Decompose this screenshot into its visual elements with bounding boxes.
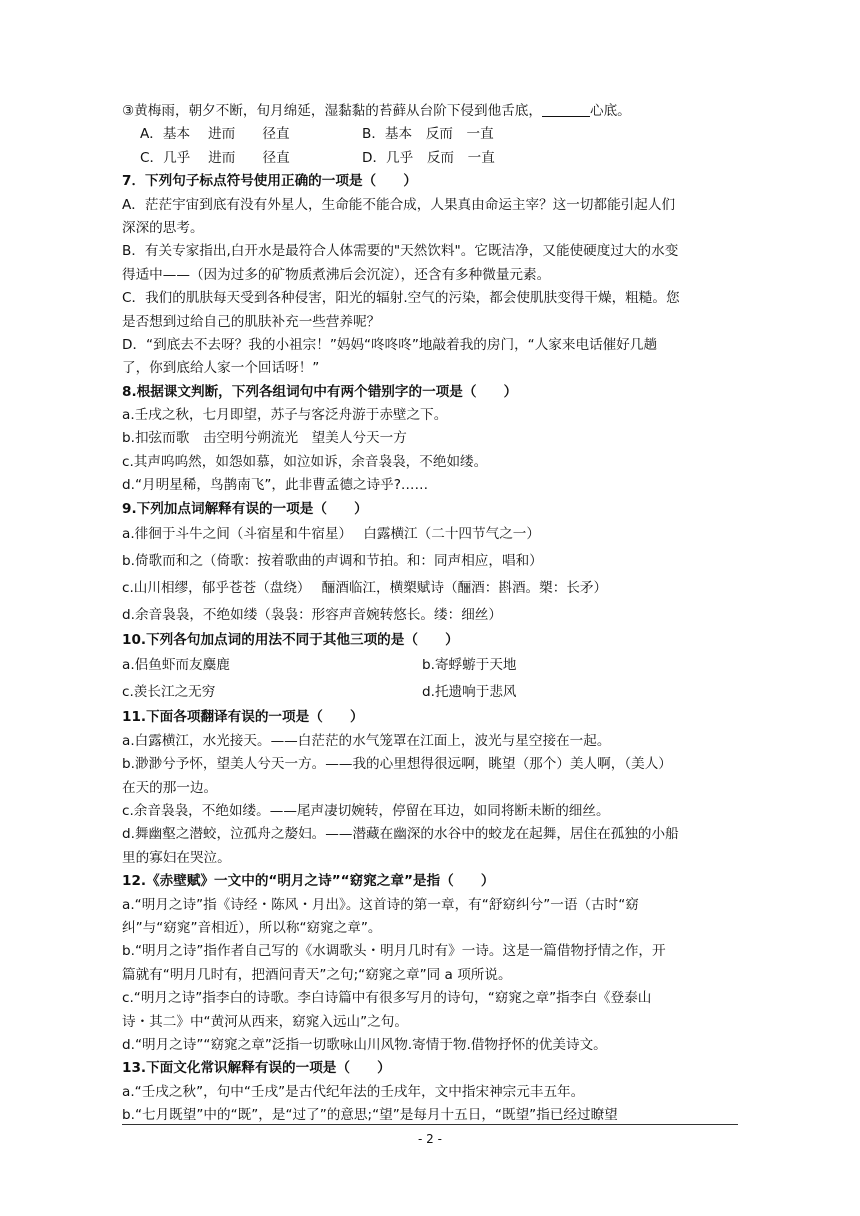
q7-line: D．“到底去不去呀？我的小祖宗！”妈妈“咚咚咚”地敲着我的房门，“人家来电话催好几趟 <box>122 336 658 353</box>
q11-line: d.舞幽壑之潜蛟，泣孤舟之嫠妇。——潜藏在幽深的水谷中的蛟龙在起舞，居住在孤独的小船 <box>122 826 679 843</box>
q7-line: C．我们的肌肤每天受到各种侵害，阳光的辐射.空气的污染，都会使肌肤变得干燥，粗糙。您 <box>122 290 680 307</box>
q11-line: a.白露横江，水光接天。——白茫茫的水气笼罩在江面上，波光与星空接在一起。 <box>122 732 611 749</box>
q6-options-row-1 <box>122 123 742 146</box>
q8-option: d.“月明星稀，鸟鹊南飞”，此非曹孟德之诗乎?…… <box>122 477 429 494</box>
q7-line: B．有关专家指出,白开水是最符合人体需要的"天然饮料"。它既洁净，又能使硬度过大的水变 <box>122 243 679 260</box>
q7-line: 得适中——（因为过多的矿物质煮沸后会沉淀），还含有多种微量元素。 <box>122 266 551 283</box>
q10-option-a: a.侣鱼虾而友麋鹿 <box>122 657 230 674</box>
q11-line: 里的寡妇在哭泣。 <box>122 849 231 866</box>
q6-sentence-3 <box>122 100 742 123</box>
q9-option-a: a.徘徊于斗牛之间（斗宿星和牛宿星） 白露横江（二十四节气之一） <box>122 526 540 543</box>
q6-sentence-3-end: 心底。 <box>590 103 631 119</box>
q9-title: 9.下列加点词解释有误的一项是（ ） <box>122 500 368 517</box>
q10-title: 10.下列各句加点词的用法不同于其他三项的是（ ） <box>122 632 459 649</box>
q6-option-d: D．几乎 反而 一直 <box>362 149 495 166</box>
q6-option-c: C．几乎 进而 径直 <box>140 149 290 166</box>
q7-line: 了，你到底给人家一个回话呀！” <box>122 360 320 377</box>
q11-line: 在天的那一边。 <box>122 779 218 796</box>
q11-line: c.余音袅袅，不绝如缕。——尾声凄切婉转，停留在耳边，如同将断未断的细丝。 <box>122 802 610 819</box>
q8-option: a.壬戌之秋，七月即望，苏子与客泛舟游于赤壁之下。 <box>122 407 448 424</box>
q7-line: A．茫茫宇宙到底有没有外星人，生命能不能合成，人果真由命运主宰？这一切都能引起人们 <box>122 196 676 213</box>
q10-option-d: d.托遗响于悲风 <box>422 684 517 701</box>
q13-title: 13.下面文化常识解释有误的一项是（ ） <box>122 1060 391 1077</box>
q7-title: 7．下列句子标点符号使用正确的一项是（ ） <box>122 173 417 190</box>
q12-line: 篇就有“明月几时有，把酒问青天”之句;“窈窕之章”同 a 项所说。 <box>122 966 512 983</box>
q12-line: d.“明月之诗”“窈窕之章”泛指一切歌咏山川风物.寄情于物.借物抒怀的优美诗文。 <box>122 1036 607 1053</box>
q13-line: b.“七月既望”中的“既”，是“过了”的意思;“望”是每月十五日，“既望”指已经过瞭望 <box>122 1107 618 1124</box>
page-content <box>122 100 742 1127</box>
q12-line: b.“明月之诗”指作者自己写的《水调歌头・明月几时有》一诗。这是一篇借物抒情之作，开 <box>122 943 666 960</box>
q10-options-row-2 <box>122 679 742 706</box>
q12-line: 纠”与“窈窕”音相近），所以称“窈窕之章”。 <box>122 919 382 936</box>
page-number: - 2 - <box>418 1132 442 1146</box>
q6-option-b: B．基本 反而 一直 <box>362 126 494 143</box>
q9-option-c: c.山川相缪，郁乎苍苍（盘绕） 酾酒临江，横槊赋诗（酾酒：斟酒。槊：长矛） <box>122 580 608 597</box>
footer-divider <box>122 1124 738 1125</box>
q12-line: 诗・其二》中“黄河从西来，窈窕入远山”之句。 <box>122 1013 408 1030</box>
q12-title: 12.《赤壁赋》一文中的“明月之诗”“窈窕之章”是指（ ） <box>122 873 495 890</box>
q11-title: 11.下面各项翻译有误的一项是（ ） <box>122 709 364 726</box>
q7-line: 深深的思考。 <box>122 219 204 236</box>
q10-option-c: c.羡长江之无穷 <box>122 684 216 701</box>
q7-line: 是否想到过给自己的肌肤补充一些营养呢？ <box>122 313 381 330</box>
q10-option-b: b.寄蜉蝣于天地 <box>422 657 517 674</box>
q6-sentence-3-text: ③黄梅雨，朝夕不断，旬月绵延，湿黏黏的苔藓从台阶下侵到他舌底， <box>122 103 542 119</box>
q9-option-b: b.倚歌而和之（倚歌：按着歌曲的声调和节拍。和：同声相应，唱和） <box>122 553 543 570</box>
q8-option: c.其声呜呜然，如怨如慕，如泣如诉，余音袅袅，不绝如缕。 <box>122 453 488 470</box>
q13-line: a.“壬戌之秋”，句中“壬戌”是古代纪年法的壬戌年，文中指宋神宗元丰五年。 <box>122 1083 585 1100</box>
q8-title: 8.根据课文判断，下列各组词句中有两个错别字的一项是（ ） <box>122 383 518 400</box>
q12-line: c.“明月之诗”指李白的诗歌。李白诗篇中有很多写月的诗句，“窈窕之章”指李白《登泰山 <box>122 990 652 1007</box>
q10-options-row-1 <box>122 652 742 679</box>
q11-line: b.渺渺兮予怀，望美人兮天一方。——我的心里想得很远啊，眺望（那个）美人啊，（美人） <box>122 756 672 773</box>
q9-option-d: d.余音袅袅，不绝如缕（袅袅：形容声音婉转悠长。缕：细丝） <box>122 607 502 624</box>
fill-blank <box>542 102 590 117</box>
q6-option-a: A．基本 进而 径直 <box>140 126 290 143</box>
q6-options-row-2 <box>122 147 742 170</box>
q12-line: a.“明月之诗”指《诗经・陈风・月出》。这首诗的第一章，有“舒窈纠兮”一语（古时“窈 <box>122 896 639 913</box>
q8-option: b.扣弦而歌 击空明兮朔流光 望美人兮天一方 <box>122 430 407 447</box>
